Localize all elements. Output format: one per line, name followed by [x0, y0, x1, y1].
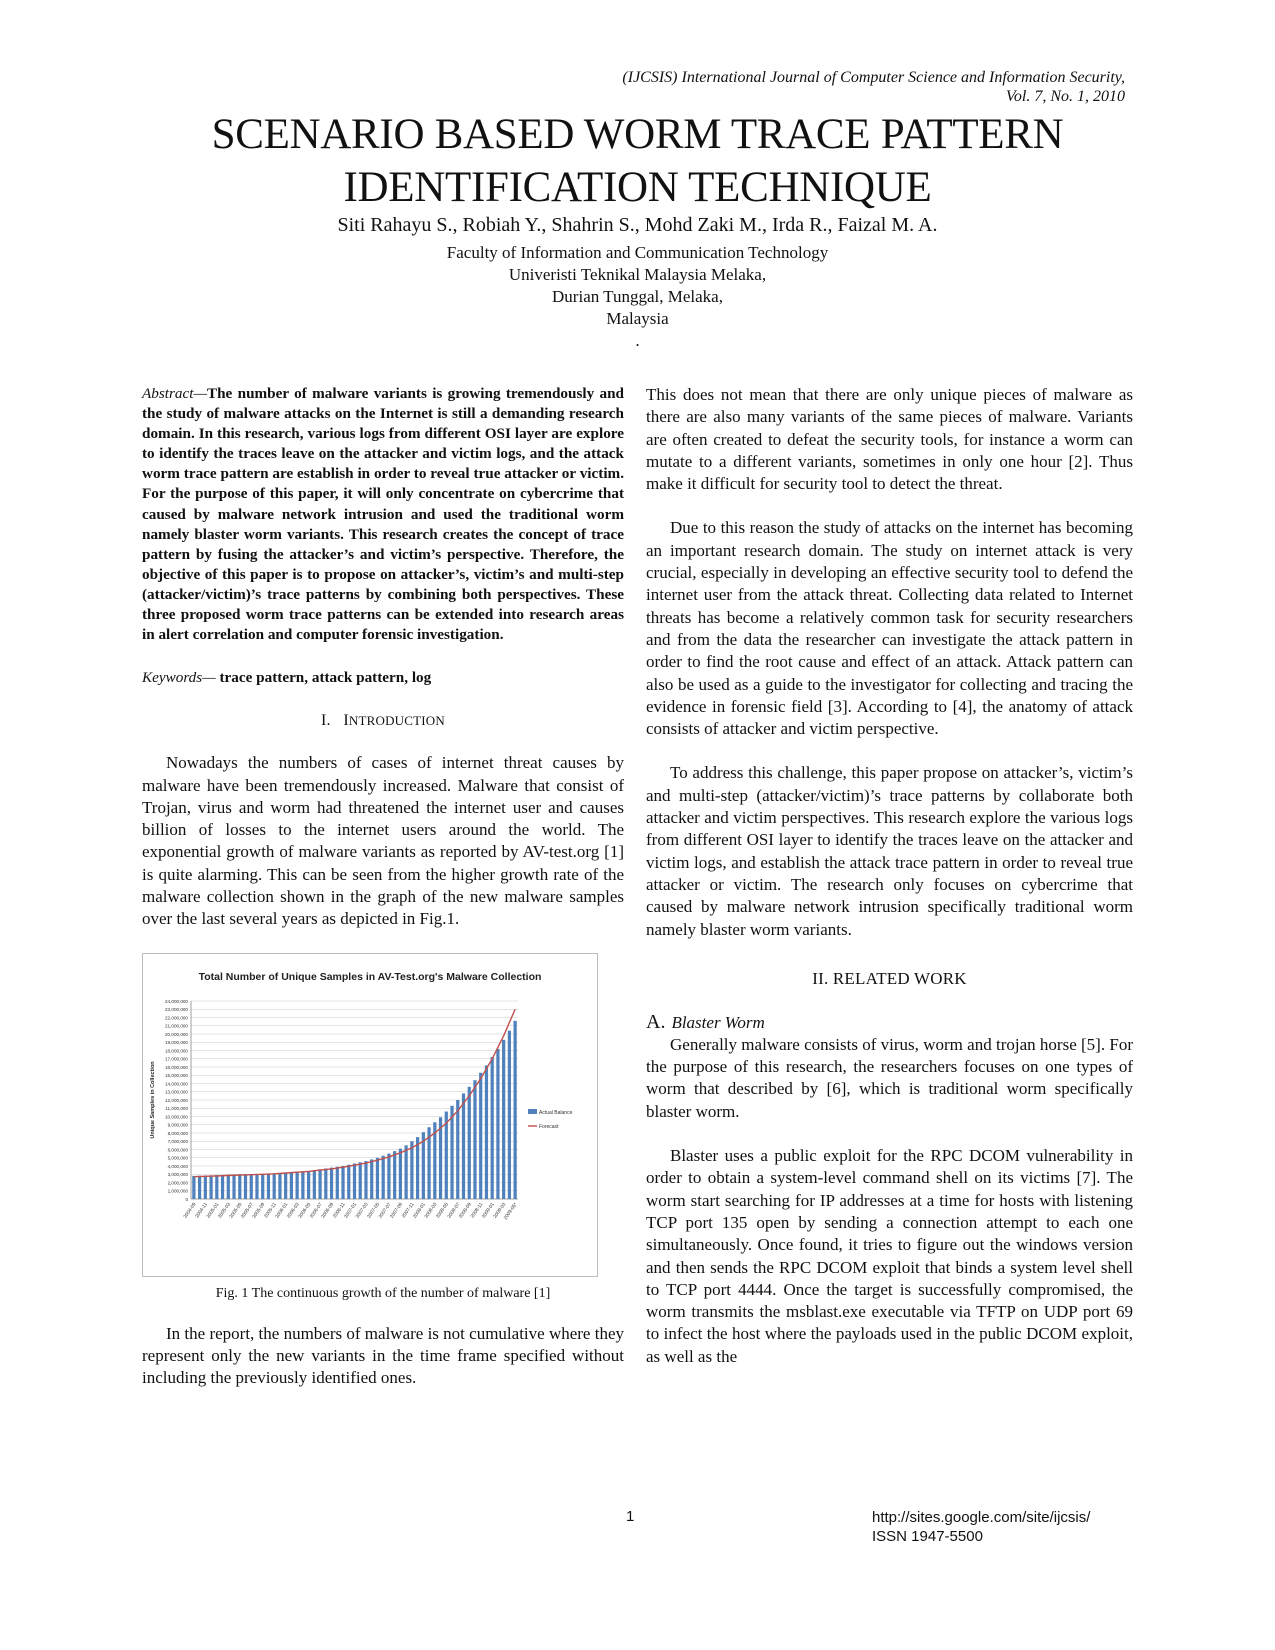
y-tick-label: 22,000,000: [165, 1014, 188, 1020]
x-tick-label: 2007-11: [401, 1201, 416, 1219]
x-tick-label: 2005-05: [229, 1201, 244, 1220]
y-tick-label: 18,000,000: [165, 1047, 188, 1053]
right-paragraph-3: To address this challenge, this paper propose on attacker’s, victim’s and multi-step (attacker/victim)’s trace patterns by collaborate both attacker and victim perspectives. This research explore the various logs from different OSI layer to identify the traces leave on the attacker and victim logs, and establish the attack trace pattern in order to reveal true attacker or victim. The research only focuses on cybercrime that caused by malware network intrusion specifically traditional worm namely blaster worm variants.: [646, 763, 1133, 939]
chart-bar: [267, 1173, 270, 1198]
section-heading-introduction: [142, 712, 624, 730]
x-tick-label: 2006-09: [320, 1201, 336, 1220]
chart-bar: [313, 1170, 316, 1199]
y-tick-label: 17,000,000: [165, 1056, 188, 1062]
y-tick-label: 4,000,000: [167, 1163, 188, 1169]
x-tick-label: 2006-11: [332, 1201, 347, 1219]
affiliation-line: .: [635, 331, 640, 350]
chart-bar: [370, 1159, 373, 1199]
blaster-paragraph-1: Generally malware consists of virus, worm and trojan horse [5]. For the purpose of this research, the researchers focuses on one types of worm that described by [6], which is traditional worm specifically blaster worm.: [646, 1034, 1133, 1121]
chart-bar: [405, 1145, 408, 1199]
keywords: [142, 668, 624, 688]
x-tick-label: 2007-05: [366, 1201, 382, 1220]
chart-bar: [393, 1151, 396, 1199]
chart-bar: [227, 1174, 230, 1198]
forecast-line: [194, 1009, 515, 1176]
footer-issn: ISSN 1947-5500: [872, 1528, 983, 1545]
journal-volume: Vol. 7, No. 1, 2010: [1005, 88, 1125, 105]
journal-header: [425, 68, 1125, 106]
chart-bar: [244, 1174, 247, 1199]
right-paragraph-2: Due to this reason the study of attacks on the internet has becoming an important research domain. The study on internet attack is very crucial, especially in developing an effective security tool to defend the internet user from the attack threat. Collecting data related to Internet threats has become a relatively common task for security researchers and from the data the researcher can investigate the attack pattern in order to find the root cause and effect of an attack. Attack pattern can also be used as a guide to the investigator for collecting and tracing the evidence in forensic field [3]. According to [4], the anatomy of attack consists of attacker and victim perspective.: [646, 518, 1133, 739]
legend-label-actual: Actual Balance: [539, 1109, 573, 1116]
chart-bar: [399, 1148, 402, 1198]
chart-bar: [491, 1057, 494, 1199]
subsection-title: Blaster Worm: [671, 1012, 765, 1032]
chart-bar: [192, 1175, 195, 1198]
chart-bar: [485, 1065, 488, 1199]
x-tick-label: 2005-09: [252, 1201, 267, 1220]
chart-bar: [462, 1093, 465, 1199]
chart-bar: [382, 1155, 385, 1198]
footer-url: http://sites.google.com/site/ijcsis/: [872, 1509, 1091, 1526]
x-tick-label: 2007-03: [355, 1201, 370, 1220]
x-tick-label: 2007-01: [343, 1201, 359, 1220]
chart-bar: [347, 1164, 350, 1198]
x-tick-label: 2008-03: [424, 1201, 439, 1220]
y-tick-label: 9,000,000: [167, 1122, 188, 1128]
x-tick-label: 2005-03: [217, 1201, 232, 1220]
x-tick-label: 2006-05: [298, 1201, 313, 1220]
section-number: I.: [321, 712, 331, 730]
chart-bar: [416, 1137, 419, 1199]
subsection-letter: A.: [646, 1010, 666, 1033]
chart-bar: [330, 1167, 333, 1198]
chart-bar: [250, 1174, 253, 1199]
journal-name: (IJCSIS) International Journal of Computer Science and Information Security,: [622, 69, 1125, 86]
y-tick-label: 0: [185, 1196, 188, 1202]
x-tick-label: 2004-09: [183, 1201, 198, 1220]
abstract-text: The number of malware variants is growing tremendously and the study of malware attacks on the Internet is still a demanding research domain. In this research, various logs from different OSI layer are explore to identify the traces leave on the attacker and victim logs, and the attack worm trace pattern are establish in order to reveal true attacker or victim. For the purpose of this paper, it will only concentrate on cybercrime that caused by malware network intrusion and used the traditional worm namely blaster worm variants. This research creates the concept of trace pattern by fusing the attacker’s and victim’s perspective. Therefore, the objective of this paper is to propose on attacker’s, victim’s and multi-step (attacker/victim)’s trace patterns by combining both perspectives. These three proposed worm trace patterns can be extended into research areas in alert correlation and computer forensic investigation.: [142, 385, 624, 644]
chart-bar: [450, 1105, 453, 1198]
chart-bar: [261, 1173, 264, 1198]
x-tick-label: 2007-07: [378, 1201, 393, 1220]
title-line-1: SCENARIO BASED WORM TRACE PATTERN: [211, 111, 1064, 158]
chart-bar: [324, 1168, 327, 1199]
y-tick-label: 16,000,000: [165, 1064, 188, 1070]
chart-bar: [290, 1172, 293, 1199]
intro-paragraph-2: In the report, the numbers of malware is not cumulative where they represent only the new variants in the time frame specified without including the previously identified ones.: [142, 1323, 624, 1388]
x-tick-label: 2007-09: [389, 1201, 405, 1220]
abstract: [142, 384, 624, 645]
x-tick-label: 2006-01: [275, 1201, 290, 1220]
y-tick-label: 12,000,000: [165, 1097, 188, 1103]
chart-title: Total Number of Unique Samples in AV-Test.org's Malware Collection: [198, 970, 542, 983]
section-heading-related-work: II. RELATED WORK: [812, 968, 967, 988]
chart-bar: [307, 1171, 310, 1199]
y-tick-label: 13,000,000: [165, 1089, 188, 1095]
right-paragraph-1: This does not mean that there are only unique pieces of malware as there are also many variants of the same pieces of malware. Variants are often created to defeat the security tools, for instance a worm can mutate to a different variants, sometimes in only one hour [2]. Thus make it difficult for security tool to detect the threat.: [646, 385, 1133, 494]
figure-caption: Fig. 1 The continuous growth of the number of malware [1]: [215, 1285, 551, 1301]
footer-info: [872, 1508, 1090, 1546]
chart-bar: [496, 1048, 499, 1198]
chart-bar: [232, 1174, 235, 1199]
author-list: Siti Rahayu S., Robiah Y., Shahrin S., Mohd Zaki M., Irda R., Faizal M. A.: [337, 214, 938, 236]
y-tick-label: 20,000,000: [165, 1031, 188, 1037]
y-tick-label: 1,000,000: [167, 1188, 188, 1194]
x-tick-label: 2009-01: [481, 1201, 496, 1220]
page-number: 1: [626, 1508, 635, 1525]
x-tick-label: 2008-09: [458, 1201, 473, 1220]
chart-bar: [514, 1020, 517, 1198]
chart-bar: [479, 1072, 482, 1198]
paper-title: [100, 108, 1175, 214]
figure-1: [142, 953, 598, 1277]
y-tick-label: 7,000,000: [167, 1138, 188, 1144]
chart-bar: [209, 1175, 212, 1199]
chart-bar: [341, 1166, 344, 1199]
y-axis-label: Unique Samples in Collection: [150, 1060, 156, 1139]
affiliation-line: Durian Tunggal, Melaka,: [552, 287, 723, 306]
x-tick-label: 2008-05: [435, 1201, 450, 1220]
chart-bar: [318, 1169, 321, 1199]
malware-growth-chart: [143, 954, 597, 1276]
y-tick-label: 8,000,000: [167, 1130, 188, 1136]
chart-bar: [198, 1175, 201, 1198]
chart-bar: [508, 1030, 511, 1198]
x-tick-label: 2008-11: [470, 1201, 485, 1219]
x-tick-label: 2008-07: [447, 1201, 462, 1220]
x-tick-label: 2009-03: [493, 1201, 508, 1220]
legend-swatch-actual: [528, 1109, 537, 1114]
chart-bar: [336, 1166, 339, 1198]
chart-bar: [296, 1171, 299, 1198]
x-tick-label: 2006-07: [309, 1201, 324, 1220]
y-tick-label: 21,000,000: [165, 1023, 188, 1029]
chart-bar: [204, 1175, 207, 1199]
abstract-label: Abstract—: [142, 385, 207, 402]
intro-paragraph-1: Nowadays the numbers of cases of internet threat causes by malware have been tremendously increased. Malware that consist of Trojan, virus and worm had threatened the internet user and causes billion of losses to the internet users around the world. The exponential growth of malware variants as reported by AV-test.org [1] is quite alarming. This can be seen from the higher growth rate of the malware collection shown in the graph of the new malware samples over the last several years as depicted in Fig.1.: [142, 753, 624, 929]
x-tick-label: 2006-03: [286, 1201, 301, 1220]
title-line-2: IDENTIFICATION TECHNIQUE: [343, 164, 932, 211]
y-tick-label: 3,000,000: [167, 1171, 188, 1177]
x-tick-label: 2005-01: [206, 1201, 221, 1220]
y-tick-label: 24,000,000: [165, 998, 188, 1004]
subsection-heading-blaster-worm: [646, 1011, 1133, 1034]
chart-bar: [353, 1163, 356, 1198]
affiliation: [100, 242, 1175, 352]
chart-bar: [221, 1175, 224, 1199]
x-tick-label: 2005-07: [240, 1201, 255, 1220]
legend-label-forecast: Forecast: [539, 1123, 559, 1130]
chart-bar: [359, 1162, 362, 1199]
chart-bar: [273, 1173, 276, 1199]
keywords-text: trace pattern, attack pattern, log: [219, 669, 432, 687]
x-tick-label: 2004-11: [194, 1201, 209, 1219]
chart-bar: [473, 1080, 476, 1199]
x-tick-label: 2009-05*: [503, 1201, 519, 1221]
x-tick-label: 2005-11: [263, 1201, 278, 1219]
chart-bar: [215, 1175, 218, 1199]
y-tick-label: 15,000,000: [165, 1072, 188, 1078]
y-tick-label: 10,000,000: [165, 1113, 188, 1119]
y-tick-label: 11,000,000: [165, 1105, 188, 1111]
chart-bar: [502, 1039, 505, 1198]
chart-bar: [387, 1153, 390, 1198]
affiliation-line: Univeristi Teknikal Malaysia Melaka,: [508, 265, 767, 284]
y-tick-label: 6,000,000: [167, 1146, 188, 1152]
affiliation-line: Faculty of Information and Communication Technology: [446, 243, 829, 262]
y-tick-label: 19,000,000: [165, 1039, 188, 1045]
chart-bar: [410, 1141, 413, 1199]
chart-bar: [284, 1172, 287, 1198]
chart-bar: [255, 1174, 258, 1199]
section-rest: NTRODUCTION: [348, 713, 445, 729]
keywords-label: Keywords—: [142, 669, 220, 687]
chart-bar: [301, 1171, 304, 1199]
y-tick-label: 23,000,000: [165, 1006, 188, 1012]
y-tick-label: 14,000,000: [165, 1080, 188, 1086]
chart-bar: [468, 1086, 471, 1198]
chart-bar: [376, 1157, 379, 1198]
y-tick-label: 5,000,000: [167, 1155, 188, 1161]
section-initial: I: [343, 712, 349, 730]
left-column: [142, 384, 624, 1389]
x-tick-label: 2008-01: [412, 1201, 427, 1220]
blaster-paragraph-2: Blaster uses a public exploit for the RPC DCOM vulnerability in order to obtain a system-level command shell on its victims [7]. The worm start searching for IP addresses at a time for hosts with listening TCP port 135 open by sending a connection attempt to each one simultaneously. Once found, it tries to figure out the windows version and then sends the RPC DCOM exploit that binds a system level shell to TCP port 4444. Once the target is successfully compromised, the worm transmits the msblast.exe executable via TFTP on UDP port 69 to infect the host where the payloads used in the public DCOM exploit, as well as the: [646, 1146, 1133, 1366]
right-column: [646, 384, 1133, 1368]
y-tick-label: 2,000,000: [167, 1179, 188, 1185]
chart-bar: [278, 1173, 281, 1199]
chart-bar: [364, 1161, 367, 1199]
chart-bar: [238, 1174, 241, 1199]
chart-bar: [456, 1100, 459, 1199]
affiliation-line: Malaysia: [606, 309, 669, 328]
